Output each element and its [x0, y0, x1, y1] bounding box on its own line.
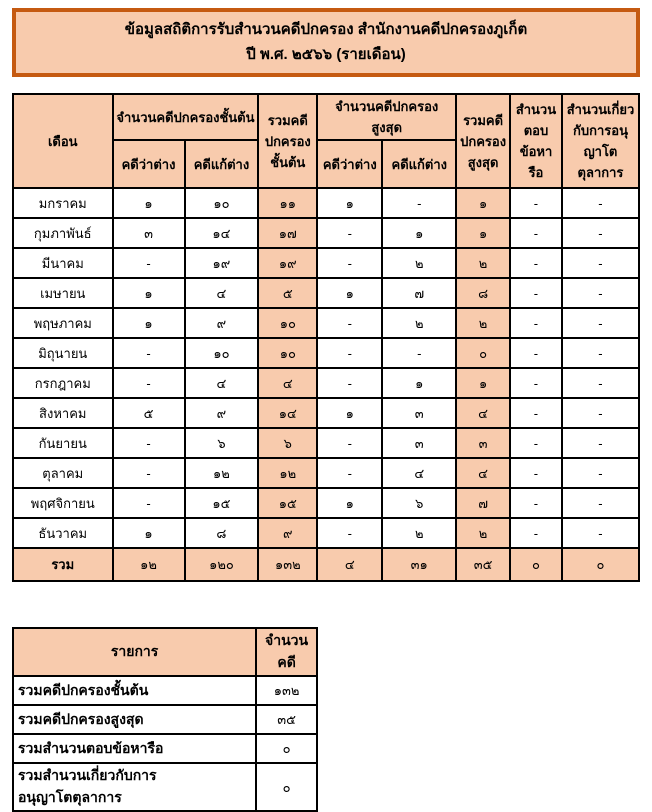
value-cell: ๖: [382, 488, 456, 518]
month-row: [13, 278, 639, 308]
value-cell: ๔: [456, 398, 510, 428]
value-cell: -: [562, 398, 639, 428]
report-title-line1: ข้อมูลสถิติการรับสำนวนคดีปกครอง สำนักงานคดีปกครองภูเก็ต: [124, 21, 528, 38]
value-cell: -: [317, 308, 382, 338]
month-cell: มีนาคม: [13, 248, 113, 278]
value-cell: ๓: [456, 428, 510, 458]
header-supreme-defense-cases: คดีแก้ต่าง: [382, 140, 456, 188]
value-cell: -: [317, 428, 382, 458]
summary-item-value: ๐: [256, 763, 317, 811]
value-cell: ๒: [382, 518, 456, 548]
summary-item-label: รวมคดีปกครองสูงสุด: [13, 705, 256, 734]
value-cell: ๔: [185, 368, 259, 398]
month-row: [13, 368, 639, 398]
value-cell: ๔: [258, 368, 317, 398]
header-first-instance-group: จำนวนคดีปกครองชั้นต้น: [113, 94, 259, 140]
total-value-cell: ๑๒: [113, 548, 185, 581]
summary-header-count: จำนวนคดี: [256, 628, 317, 676]
value-cell: -: [510, 518, 562, 548]
month-row: [13, 518, 639, 548]
value-cell: -: [562, 188, 639, 218]
value-cell: ๑๕: [258, 488, 317, 518]
value-cell: -: [562, 248, 639, 278]
value-cell: ๑๐: [185, 188, 259, 218]
value-cell: ๑: [456, 218, 510, 248]
month-row: [13, 428, 639, 458]
month-row: [13, 338, 639, 368]
value-cell: ๔: [456, 458, 510, 488]
value-cell: ๑๐: [185, 338, 259, 368]
value-cell: ๕: [113, 398, 185, 428]
value-cell: -: [510, 218, 562, 248]
value-cell: -: [317, 248, 382, 278]
total-value-cell: ๐: [510, 548, 562, 581]
value-cell: ๑: [113, 278, 185, 308]
value-cell: -: [562, 428, 639, 458]
total-row-label: รวม: [13, 548, 113, 581]
value-cell: ๖: [258, 428, 317, 458]
value-cell: -: [382, 188, 456, 218]
month-row: [13, 308, 639, 338]
value-cell: -: [510, 278, 562, 308]
total-value-cell: ๓๑: [382, 548, 456, 581]
value-cell: ๓: [382, 428, 456, 458]
header-month: เดือน: [13, 94, 113, 188]
header-arbitration-files: สำนวนเกี่ยวกับการอนุญาโต ตุลาการ: [562, 94, 639, 188]
value-cell: ๑: [382, 218, 456, 248]
summary-row: [13, 763, 317, 811]
value-cell: -: [510, 428, 562, 458]
value-cell: ๓: [113, 218, 185, 248]
month-cell: ตุลาคม: [13, 458, 113, 488]
month-row: [13, 248, 639, 278]
summary-table: [12, 627, 318, 812]
value-cell: ๕: [258, 278, 317, 308]
value-cell: ๑: [317, 398, 382, 428]
value-cell: ๑๔: [258, 398, 317, 428]
value-cell: ๒: [382, 308, 456, 338]
value-cell: ๘: [456, 278, 510, 308]
value-cell: -: [510, 398, 562, 428]
value-cell: -: [562, 518, 639, 548]
value-cell: ๘: [185, 518, 259, 548]
value-cell: -: [317, 368, 382, 398]
value-cell: -: [562, 308, 639, 338]
value-cell: -: [113, 338, 185, 368]
summary-header-item: รายการ: [13, 628, 256, 676]
summary-item-value: ๐: [256, 734, 317, 763]
month-cell: สิงหาคม: [13, 398, 113, 428]
value-cell: -: [510, 458, 562, 488]
header-supreme-group: จำนวนคดีปกครองสูงสุด: [317, 94, 456, 140]
month-cell: กันยายน: [13, 428, 113, 458]
month-row: [13, 218, 639, 248]
month-cell: เมษายน: [13, 278, 113, 308]
header-consultation-files: สำนวนตอบข้อหารือ: [510, 94, 562, 188]
title-box: [12, 8, 640, 77]
month-cell: พฤษภาคม: [13, 308, 113, 338]
summary-item-label: รวมสำนวนเกี่ยวกับการอนุญาโตตุลาการ: [13, 763, 256, 811]
value-cell: ๑: [317, 278, 382, 308]
summary-item-label: รวมคดีปกครองชั้นต้น: [13, 676, 256, 705]
value-cell: ๑๕: [185, 488, 259, 518]
value-cell: -: [317, 458, 382, 488]
month-cell: มกราคม: [13, 188, 113, 218]
value-cell: -: [562, 488, 639, 518]
value-cell: ๑๙: [258, 248, 317, 278]
summary-row: [13, 705, 317, 734]
value-cell: ๖: [185, 428, 259, 458]
value-cell: ๑๙: [185, 248, 259, 278]
month-cell: กุมภาพันธ์: [13, 218, 113, 248]
report-title-line2: ปี พ.ศ. ๒๕๖๖ (รายเดือน): [246, 46, 406, 63]
value-cell: ๑๐: [258, 308, 317, 338]
total-value-cell: ๑๓๒: [258, 548, 317, 581]
value-cell: -: [510, 488, 562, 518]
month-row: [13, 488, 639, 518]
value-cell: -: [562, 338, 639, 368]
header-supreme-total: รวมคดีปกครองสูงสุด: [456, 94, 510, 188]
value-cell: ๗: [456, 488, 510, 518]
value-cell: -: [562, 368, 639, 398]
total-value-cell: ๐: [562, 548, 639, 581]
value-cell: -: [113, 368, 185, 398]
value-cell: ๑: [456, 368, 510, 398]
month-cell: กรกฎาคม: [13, 368, 113, 398]
value-cell: -: [113, 428, 185, 458]
header-first-advocate-cases: คดีว่าต่าง: [113, 140, 185, 188]
month-row: [13, 188, 639, 218]
header-first-instance-total: รวมคดีปกครองชั้นต้น: [258, 94, 317, 188]
value-cell: ๑: [317, 188, 382, 218]
value-cell: -: [562, 218, 639, 248]
value-cell: -: [562, 458, 639, 488]
value-cell: ๙: [185, 398, 259, 428]
monthly-stats-table: [12, 93, 640, 582]
value-cell: -: [113, 458, 185, 488]
value-cell: ๑: [317, 488, 382, 518]
summary-row: [13, 676, 317, 705]
month-cell: พฤศจิกายน: [13, 488, 113, 518]
value-cell: ๑๐: [258, 338, 317, 368]
value-cell: -: [510, 338, 562, 368]
value-cell: -: [113, 248, 185, 278]
value-cell: -: [113, 488, 185, 518]
month-cell: ธันวาคม: [13, 518, 113, 548]
month-cell: มิถุนายน: [13, 338, 113, 368]
value-cell: ๑๗: [258, 218, 317, 248]
value-cell: ๑: [382, 368, 456, 398]
value-cell: ๒: [456, 248, 510, 278]
total-value-cell: ๑๒๐: [185, 548, 259, 581]
value-cell: ๒: [382, 248, 456, 278]
value-cell: ๑๒: [185, 458, 259, 488]
value-cell: ๗: [382, 278, 456, 308]
summary-item-value: ๑๓๒: [256, 676, 317, 705]
value-cell: ๙: [258, 518, 317, 548]
value-cell: -: [562, 278, 639, 308]
value-cell: ๑: [113, 518, 185, 548]
month-row: [13, 458, 639, 488]
summary-item-label: รวมสำนวนตอบข้อหารือ: [13, 734, 256, 763]
value-cell: -: [510, 308, 562, 338]
total-value-cell: ๓๕: [456, 548, 510, 581]
value-cell: -: [317, 518, 382, 548]
value-cell: ๑: [113, 308, 185, 338]
value-cell: -: [510, 368, 562, 398]
header-first-defense-cases: คดีแก้ต่าง: [185, 140, 259, 188]
value-cell: ๒: [456, 518, 510, 548]
value-cell: ๐: [456, 338, 510, 368]
value-cell: ๒: [456, 308, 510, 338]
summary-item-value: ๓๕: [256, 705, 317, 734]
month-row: [13, 398, 639, 428]
value-cell: -: [382, 338, 456, 368]
value-cell: ๓: [382, 398, 456, 428]
value-cell: -: [317, 218, 382, 248]
value-cell: ๑๒: [258, 458, 317, 488]
value-cell: -: [510, 248, 562, 278]
value-cell: -: [510, 188, 562, 218]
value-cell: ๑: [456, 188, 510, 218]
value-cell: ๑: [113, 188, 185, 218]
total-value-cell: ๔: [317, 548, 382, 581]
value-cell: ๑๔: [185, 218, 259, 248]
header-supreme-advocate-cases: คดีว่าต่าง: [317, 140, 382, 188]
value-cell: ๔: [382, 458, 456, 488]
value-cell: -: [317, 338, 382, 368]
value-cell: ๔: [185, 278, 259, 308]
value-cell: ๙: [185, 308, 259, 338]
total-row: [13, 548, 639, 581]
value-cell: ๑๑: [258, 188, 317, 218]
